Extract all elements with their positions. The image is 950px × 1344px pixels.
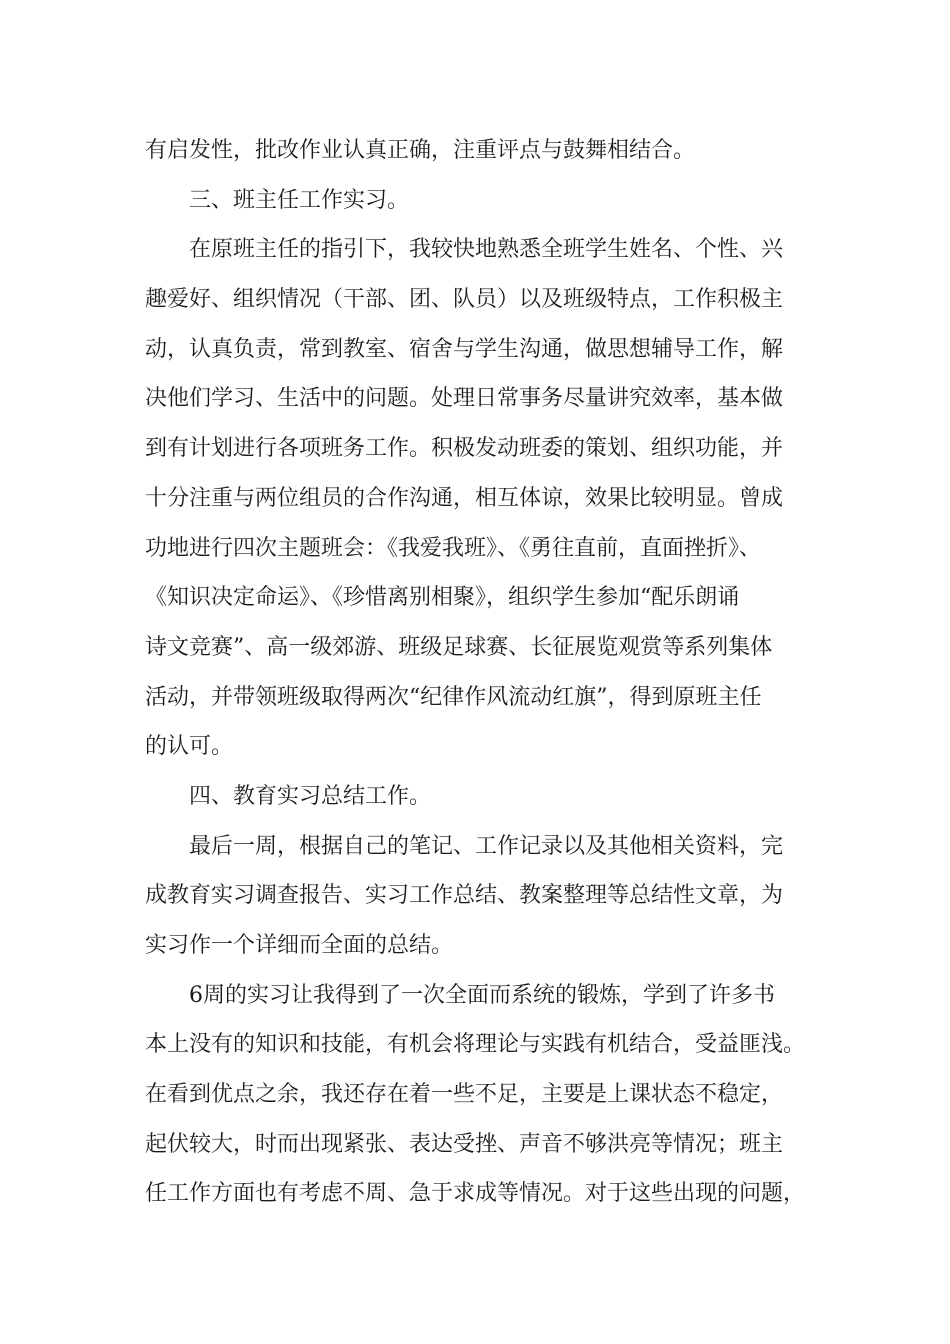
paragraph-line: 的认可。 [145,734,234,760]
paragraph-line: 有启发性，批改作业认真正确，注重评点与鼓舞相结合。 [145,138,696,163]
paragraph-first-line: 6周的实习让我得到了一次全面而系统的锻炼，学到了许多书 [189,982,775,1008]
paragraph-line: 诗文竞赛”、高一级郊游、班级足球赛、长征展览观赏等系列集体 [145,634,773,660]
paragraph-line: 成教育实习调查报告、实习工作总结、教案整理等总结性文章，为 [145,883,784,909]
paragraph-line: 实习作一个详细而全面的总结。 [145,933,454,958]
paragraph-line: 活动，并带领班级取得两次“纪律作风流动红旗”，得到原班主任 [145,684,762,710]
paragraph-line: 起伏较大，时而出现紧张、表达受挫、声音不够洪亮等情况；班主 [145,1131,784,1157]
paragraph-line: 本上没有的知识和技能，有机会将理论与实践有机结合，受益匪浅。 [145,1032,806,1058]
paragraph-first-line: 四、教育实习总结工作。 [189,783,432,809]
paragraph-first-line: 最后一周，根据自己的笔记、工作记录以及其他相关资料，完 [189,833,784,859]
paragraph-line: 《知识决定命运》、《珍惜离别相聚》，组织学生参加“配乐朗诵 [145,585,740,611]
paragraph-line: 趣爱好、组织情况（干部、团、队员）以及班级特点，工作积极主 [145,287,784,313]
paragraph-line: 决他们学习、生活中的问题。处理日常事务尽量讲究效率，基本做 [145,386,784,412]
paragraph-line: 任工作方面也有考虑不周、急于求成等情况。对于这些出现的问题， [145,1181,806,1207]
document-body [145,126,810,1219]
paragraph-line: 在看到优点之余，我还存在着一些不足，主要是上课状态不稳定， [145,1082,784,1108]
paragraph-line: 动，认真负责，常到教室、宿舍与学生沟通，做思想辅导工作，解 [145,336,784,362]
paragraph-line: 功地进行四次主题班会：《我爱我班》、《勇往直前，直面挫折》、 [145,535,762,561]
paragraph-line: 十分注重与两位组员的合作沟通，相互体谅，效果比较明显。曾成 [145,485,784,511]
paragraph-first-line: 三、班主任工作实习。 [189,187,410,213]
paragraph-first-line: 在原班主任的指引下，我较快地熟悉全班学生姓名、个性、兴 [189,237,784,263]
paragraph-line: 到有计划进行各项班务工作。积极发动班委的策划、组织功能，并 [145,436,784,462]
